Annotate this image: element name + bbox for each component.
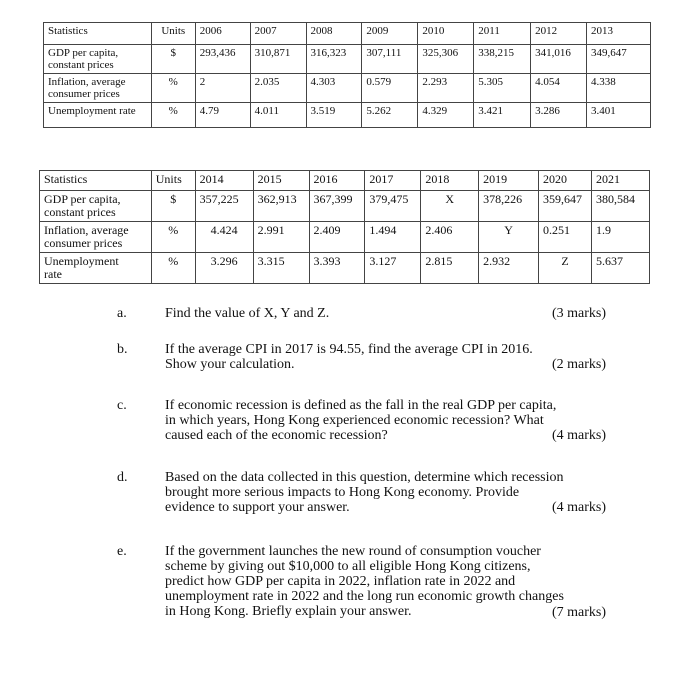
- value-cell: 3.519: [306, 103, 362, 128]
- value-cell: 362,913: [253, 191, 309, 222]
- row-label-line: consumer prices: [48, 88, 120, 100]
- row-label-line: GDP per capita,: [48, 47, 119, 59]
- header-cell: 2018: [421, 171, 479, 191]
- header-cell: 2010: [418, 23, 474, 45]
- question-line: If the government launches the new round of consumption voucher: [165, 544, 541, 559]
- value-cell: 4.303: [306, 74, 362, 103]
- value-cell: 310,871: [250, 45, 306, 74]
- unit-cell: $: [151, 45, 195, 74]
- question-marks: (4 marks): [551, 428, 606, 443]
- value-cell: 325,306: [418, 45, 474, 74]
- value-cell: 349,647: [587, 45, 651, 74]
- header-cell: 2008: [306, 23, 362, 45]
- question-d: [0, 470, 700, 518]
- value-cell: 338,215: [474, 45, 531, 74]
- header-cell: 2014: [195, 171, 253, 191]
- header-cell: 2013: [587, 23, 651, 45]
- value-cell: 341,016: [531, 45, 587, 74]
- table-row: [44, 103, 651, 128]
- header-cell: Statistics: [40, 171, 152, 191]
- question-marks: (7 marks): [551, 605, 606, 620]
- value-cell: 3.315: [253, 253, 309, 284]
- table-row: [44, 45, 651, 74]
- value-cell: 3.393: [309, 253, 365, 284]
- value-cell: 379,475: [365, 191, 421, 222]
- value-cell: 316,323: [306, 45, 362, 74]
- question-line: brought more serious impacts to Hong Kong economy. Provide: [165, 485, 520, 500]
- question-line: unemployment rate in 2022 and the long run economic growth changes: [165, 589, 564, 604]
- row-label-line: constant prices: [48, 59, 114, 71]
- header-cell: 2019: [479, 171, 539, 191]
- header-cell: Statistics: [44, 23, 152, 45]
- question-line: Show your calculation.: [165, 357, 295, 372]
- question-line: in Hong Kong. Briefly explain your answer.: [165, 604, 412, 619]
- header-cell: 2006: [195, 23, 250, 45]
- unknown-value-y: Y: [479, 222, 539, 253]
- value-cell: 378,226: [479, 191, 539, 222]
- value-cell: 2.293: [418, 74, 474, 103]
- value-cell: 4.338: [587, 74, 651, 103]
- header-cell: 2015: [253, 171, 309, 191]
- header-cell: Units: [151, 171, 195, 191]
- header-cell: 2017: [365, 171, 421, 191]
- value-cell: 5.262: [362, 103, 418, 128]
- question-line: predict how GDP per capita in 2022, inflation rate in 2022 and: [165, 574, 516, 589]
- statistics-table-2006-2013: [43, 22, 651, 128]
- statistics-table-2014-2021: [39, 170, 650, 284]
- unknown-value-x: X: [421, 191, 479, 222]
- value-cell: 2.406: [421, 222, 479, 253]
- value-cell: 293,436: [195, 45, 250, 74]
- value-cell: 3.286: [531, 103, 587, 128]
- question-c: [0, 398, 700, 446]
- table-header-row: [40, 171, 650, 191]
- row-label: [40, 253, 152, 284]
- question-line: evidence to support your answer.: [165, 500, 350, 515]
- question-letter: c.: [117, 398, 127, 413]
- unit-cell: %: [151, 74, 195, 103]
- unit-cell: %: [151, 253, 195, 284]
- value-cell: 2: [195, 74, 250, 103]
- row-label-line: rate: [44, 267, 62, 281]
- value-cell: 5.305: [474, 74, 531, 103]
- table-header-row: [44, 23, 651, 45]
- question-letter: b.: [117, 342, 128, 357]
- question-marks: (4 marks): [551, 500, 606, 515]
- header-cell: 2009: [362, 23, 418, 45]
- value-cell: 4.011: [250, 103, 306, 128]
- row-label: [44, 74, 152, 103]
- value-cell: 3.296: [195, 253, 253, 284]
- question-marks: (2 marks): [551, 357, 606, 372]
- row-label: [44, 45, 152, 74]
- value-cell: 357,225: [195, 191, 253, 222]
- value-cell: 3.127: [365, 253, 421, 284]
- value-cell: 4.424: [195, 222, 253, 253]
- value-cell: 359,647: [539, 191, 592, 222]
- question-letter: d.: [117, 470, 128, 485]
- question-line: in which years, Hong Kong experienced economic recession? What: [165, 413, 544, 428]
- header-cell: Units: [151, 23, 195, 45]
- value-cell: 4.054: [531, 74, 587, 103]
- unit-cell: %: [151, 222, 195, 253]
- question-line: scheme by giving out $10,000 to all eligible Hong Kong citizens,: [165, 559, 531, 574]
- row-label-line: Unemployment: [44, 254, 119, 268]
- row-label-line: Inflation, average: [48, 76, 126, 88]
- header-cell: 2012: [531, 23, 587, 45]
- table-row: [40, 191, 650, 222]
- table-row: [40, 222, 650, 253]
- value-cell: 2.815: [421, 253, 479, 284]
- header-cell: 2007: [250, 23, 306, 45]
- row-label: Unemployment rate: [44, 103, 152, 128]
- value-cell: 1.494: [365, 222, 421, 253]
- question-line: If the average CPI in 2017 is 94.55, find the average CPI in 2016.: [165, 342, 533, 357]
- question-marks: (3 marks): [551, 306, 606, 321]
- value-cell: 2.035: [250, 74, 306, 103]
- value-cell: 2.932: [479, 253, 539, 284]
- table-row: [44, 74, 651, 103]
- unit-cell: %: [151, 103, 195, 128]
- unit-cell: $: [151, 191, 195, 222]
- value-cell: 380,584: [592, 191, 650, 222]
- question-letter: a.: [117, 306, 127, 321]
- value-cell: 3.421: [474, 103, 531, 128]
- table-row: [40, 253, 650, 284]
- value-cell: 0.251: [539, 222, 592, 253]
- value-cell: 0.579: [362, 74, 418, 103]
- value-cell: 2.409: [309, 222, 365, 253]
- header-cell: 2011: [474, 23, 531, 45]
- value-cell: 1.9: [592, 222, 650, 253]
- value-cell: 367,399: [309, 191, 365, 222]
- value-cell: 307,111: [362, 45, 418, 74]
- row-label: [40, 222, 152, 253]
- header-cell: 2020: [539, 171, 592, 191]
- value-cell: 5.637: [592, 253, 650, 284]
- question-line: Based on the data collected in this question, determine which recession: [165, 470, 564, 485]
- row-label-line: Inflation, average: [44, 223, 129, 237]
- value-cell: 4.329: [418, 103, 474, 128]
- question-letter: e.: [117, 544, 127, 559]
- question-e: [0, 544, 700, 624]
- row-label-line: constant prices: [44, 205, 116, 219]
- question-line: If economic recession is defined as the fall in the real GDP per capita,: [165, 398, 557, 413]
- unknown-value-z: Z: [539, 253, 592, 284]
- question-b: [0, 342, 700, 374]
- value-cell: 4.79: [195, 103, 250, 128]
- row-label-line: GDP per capita,: [44, 192, 121, 206]
- value-cell: 2.991: [253, 222, 309, 253]
- header-cell: 2021: [592, 171, 650, 191]
- row-label-line: consumer prices: [44, 236, 123, 250]
- value-cell: 3.401: [587, 103, 651, 128]
- question-line: Find the value of X, Y and Z.: [165, 306, 330, 321]
- header-cell: 2016: [309, 171, 365, 191]
- row-label: [40, 191, 152, 222]
- question-line: caused each of the economic recession?: [165, 428, 388, 443]
